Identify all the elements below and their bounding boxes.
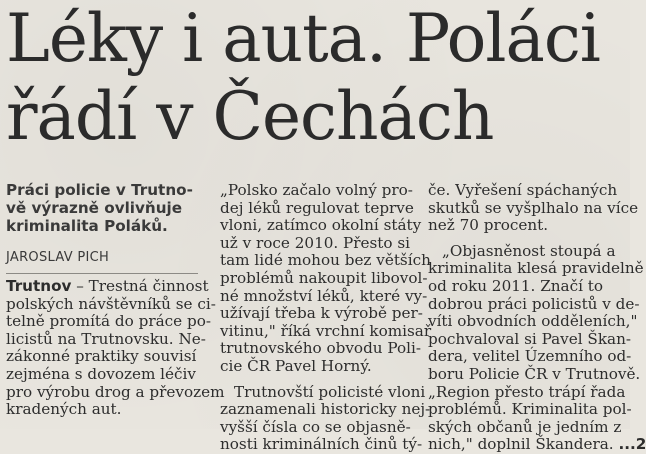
text-line: dera, velitel Územního od- xyxy=(428,347,632,366)
text-line: kradených aut. xyxy=(6,400,122,419)
body-paragraph xyxy=(220,382,431,454)
text-line xyxy=(6,276,209,296)
headline xyxy=(6,0,626,156)
text-line: problémů. Kriminalita pol- xyxy=(428,400,632,419)
column-1 xyxy=(6,181,225,419)
text-line: než 70 procent. xyxy=(428,216,549,235)
text-line: telně promítá do práce po- xyxy=(6,312,211,331)
text-line: pochvaloval si Pavel Škan- xyxy=(428,329,632,348)
text-fragment: nich," doplnil Škandera. xyxy=(428,435,614,454)
text-line: polských návštěvníků se ci- xyxy=(6,294,216,313)
byline: JAROSLAV PICH xyxy=(6,250,110,266)
text-line: „Polsko začalo volný pro- xyxy=(220,181,413,199)
body-paragraph xyxy=(220,181,432,376)
text-line: né množství léků, které vy- xyxy=(220,286,428,305)
text-line: skutků se vyšplhalo na více xyxy=(428,198,639,217)
text-line: če. Vyřešení spáchaných xyxy=(428,181,618,199)
text-line: zákonné praktiky souvisí xyxy=(6,347,197,366)
text-line: vyšší čísla co se objasně- xyxy=(220,417,411,436)
text-line: vitinu," říká vrchní komisař xyxy=(220,321,432,340)
byline-divider xyxy=(6,273,198,274)
text-line: ských občanů je jedním z xyxy=(428,417,622,436)
dateline-place: Trutnov xyxy=(6,276,72,295)
column-2 xyxy=(220,181,432,454)
headline-line-2: řádí v Čechách xyxy=(6,78,494,155)
text-line: víti obvodních odděleních," xyxy=(428,312,638,331)
text-line: Trutnovští policisté vloni xyxy=(234,382,426,401)
text-line: „Region přesto trápí řada xyxy=(428,382,626,401)
text-line: kriminalita klesá pravidelně xyxy=(428,259,644,278)
text-line: dej léků regulovat teprve xyxy=(220,198,414,217)
body-paragraph xyxy=(428,241,646,454)
text-line: zejména s dovozem léčiv xyxy=(6,364,196,383)
body-paragraph xyxy=(428,181,639,235)
text-line: nosti kriminálních činů tý- xyxy=(220,435,423,454)
text-line: užívají třeba k výrobě per- xyxy=(220,304,423,323)
text-line: boru Policie ČR v Trutnově. xyxy=(428,364,641,383)
lead-line: Práci policie v Trutno- xyxy=(6,181,193,199)
text-fragment: – Trestná činnost xyxy=(71,276,209,295)
text-line: zaznamenali historicky nej- xyxy=(220,400,431,419)
body-paragraph xyxy=(6,276,225,419)
lead-line: kriminalita Poláků. xyxy=(6,216,168,235)
text-line: tam lidé mohou bez větších xyxy=(220,251,431,270)
column-3 xyxy=(428,181,646,454)
text-line: vloni, zatímco okolní státy xyxy=(220,216,422,235)
continued-on-page-marker: ...2 xyxy=(618,435,646,454)
text-line: „Objasněnost stoupá a xyxy=(442,241,616,260)
text-line: trutnovského obvodu Poli- xyxy=(220,339,422,358)
text-line xyxy=(428,435,646,454)
text-line: problémů nakoupit libovol- xyxy=(220,268,428,287)
text-line: licistů na Trutnovsku. Ne- xyxy=(6,329,206,348)
text-line: od roku 2011. Značí to xyxy=(428,276,604,295)
headline-line-1: Léky i auta. Poláci xyxy=(6,0,600,77)
text-line: dobrou práci policistů v de- xyxy=(428,294,640,313)
lead-paragraph xyxy=(6,182,198,235)
lead-line: vě výrazně ovlivňuje xyxy=(6,198,183,217)
text-line: cie ČR Pavel Horný. xyxy=(220,356,372,375)
text-line: už v roce 2010. Přesto si xyxy=(220,233,411,252)
text-line: pro výrobu drog a převozem xyxy=(6,382,225,401)
